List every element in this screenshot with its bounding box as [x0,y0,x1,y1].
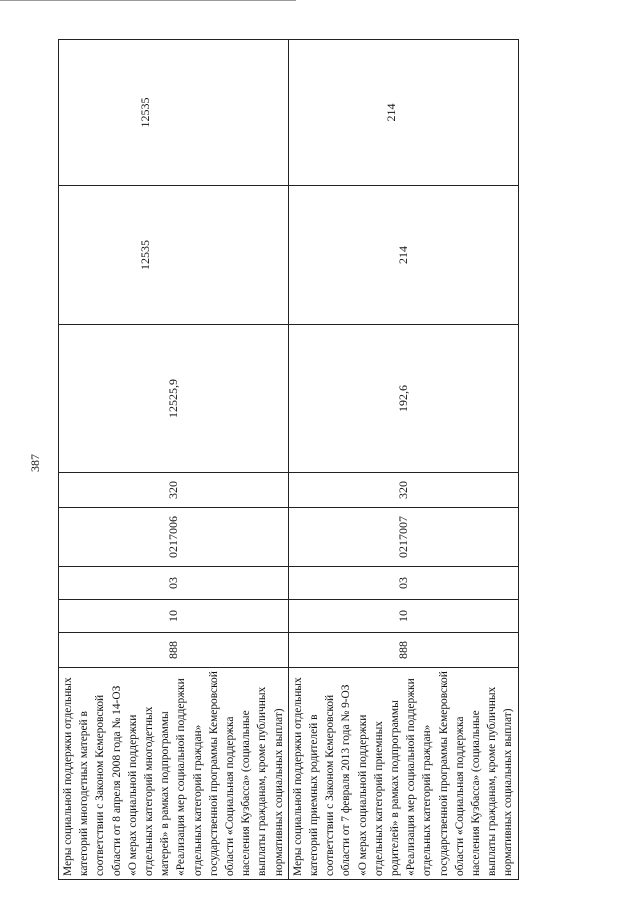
section-code [59,600,289,633]
amount-year-3-text: 12535 [138,97,153,128]
subsection-code [59,567,289,600]
budget-table [58,39,519,880]
amount-year-1 [59,325,289,473]
ministry-code [59,633,289,668]
expense-type-code [288,473,518,508]
expense-type-text: 320 [166,481,181,499]
target-article-text: 0217007 [396,516,411,558]
expense-type-text: 320 [396,481,411,499]
amount-year-3-text: 214 [384,103,399,122]
table-row [59,40,289,880]
subsection-code [288,567,518,600]
row-description: Меры социальной поддержки отдельных категорий многодетных матерей в соответствии с Законом Кемеровской области от 8 апреля 2008 года № 14-ОЗ «О мерах социальной поддержки отдельных категорий многодетных матерей» в рамках подпрограммы «Реализация мер социальной поддержки отдельных категорий граждан» государственной программы Кемеровской области «Социальная поддержка населения Кузбасса» (социальные выплаты гражданам, кроме публичных нормативных социальных выплат) [59,668,289,880]
amount-year-3 [59,40,289,186]
ministry-code [288,633,518,668]
table-row [288,40,518,880]
ministry-code-text: 888 [166,641,181,659]
subsection-code-text: 03 [166,577,181,589]
page-number: 387 [28,454,42,472]
section-code-text: 10 [396,610,411,622]
target-article-code [59,508,289,567]
amount-year-2 [59,186,289,325]
section-code [288,600,518,633]
subsection-code-text: 03 [396,577,411,589]
rotated-budget-table-wrapper [58,40,515,880]
amount-year-3 [288,40,518,186]
ministry-code-text: 888 [396,641,411,659]
row-description: Меры социальной поддержки отдельных категорий приемных родителей в соответствии с Законом Кемеровской области от 7 февраля 2013 года № 9-ОЗ «О мерах социальной поддержки отдельных категорий приемных родителей» в рамках подпрограммы «Реализация мер социальной поддержки отдельных категорий граждан» государственной программы Кемеровской области «Социальная поддержка населения Кузбасса» (социальные выплаты гражданам, кроме публичных нормативных социальных выплат) [288,668,518,880]
amount-year-2 [288,186,518,325]
target-article-text: 0217006 [166,516,181,558]
expense-type-code [59,473,289,508]
amount-year-2-text: 214 [396,246,411,264]
scan-edge-line [0,0,296,1]
amount-year-2-text: 12535 [138,240,153,270]
amount-year-1-text: 192,6 [396,385,411,412]
section-code-text: 10 [166,610,181,622]
amount-year-1 [288,325,518,473]
amount-year-1-text: 12525,9 [166,379,181,418]
target-article-code [288,508,518,567]
